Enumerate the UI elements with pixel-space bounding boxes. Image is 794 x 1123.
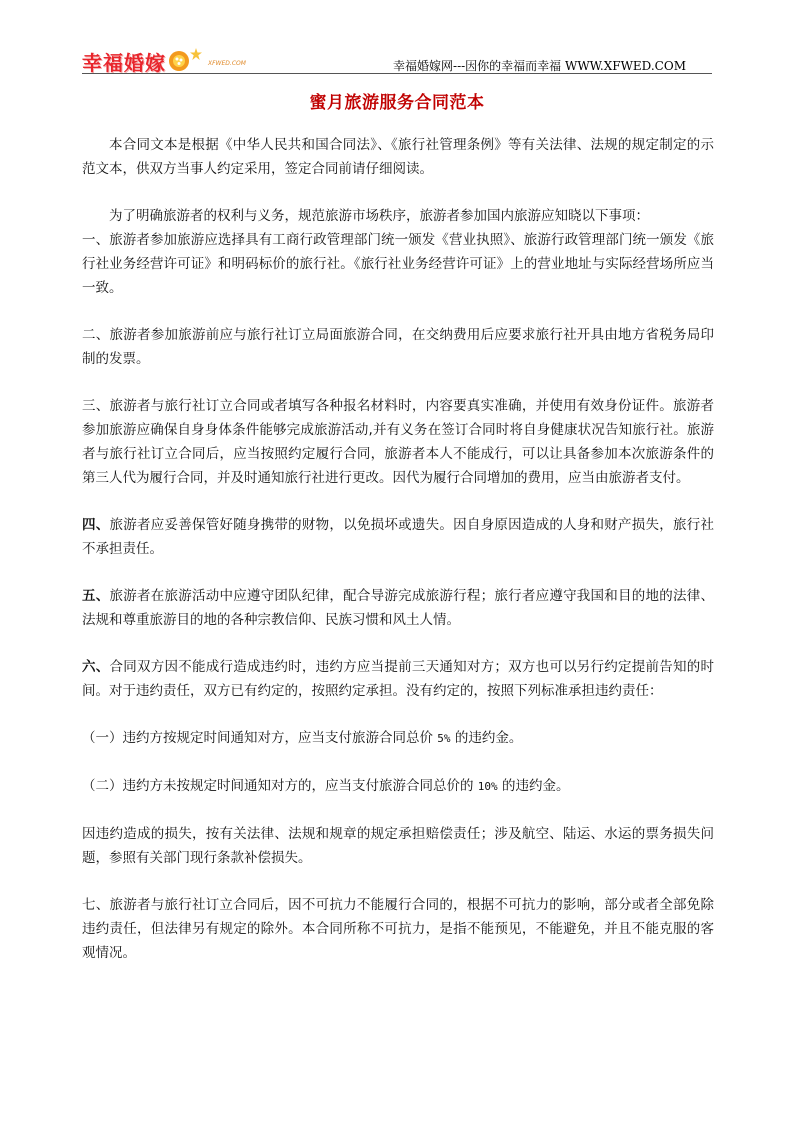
page-header — [82, 40, 712, 74]
loss-paragraph: 因违约造成的损失，按有关法律、法规和规章的规定承担赔偿责任；涉及航空、陆运、水运的票务损失问题，参照有关部门现行条款补偿损失。 — [82, 826, 714, 866]
item-1 — [82, 228, 714, 300]
item-number: 五、 — [82, 588, 110, 604]
logo-subtext: XFWED.COM — [208, 60, 246, 67]
document-body — [82, 133, 714, 965]
item-text: 旅游者在旅游活动中应遵守团队纪律，配合导游完成旅游行程；旅行者应遵守我国和目的地的法律、法规和尊重旅游目的地的各种宗教信仰、民族习惯和风土人情。 — [82, 588, 715, 628]
item-number: 一、 — [82, 232, 110, 248]
header-divider — [82, 73, 712, 74]
lead-paragraph: 为了明确旅游者的权利与义务，规范旅游市场秩序，旅游者参加国内旅游应知晓以下事项： — [109, 208, 649, 224]
item-text: 旅游者参加旅游前应与旅行社订立局面旅游合同，在交纳费用后应要求旅行社开具由地方省税务局印制的发票。 — [82, 327, 715, 367]
item-number: 三、 — [82, 398, 110, 414]
item-3 — [82, 394, 714, 490]
item-6 — [82, 655, 714, 703]
item-number: 六、 — [82, 659, 110, 675]
item-text: 旅游者应妥善保管好随身携带的财物，以免损坏或遗失。因自身原因造成的人身和财产损失，旅行社不承担责任。 — [82, 517, 715, 557]
item-4 — [82, 513, 714, 561]
item-text: 旅游者参加旅游应选择具有工商行政管理部门统一颁发《营业执照》、旅游行政管理部门统一颁发《旅行社业务经营许可证》和明码标价的旅行社。《旅行社业务经营许可证》上的营业地址与实际经营场所应当一致。 — [82, 232, 715, 296]
item-2 — [82, 323, 714, 371]
item-number: 四、 — [82, 517, 110, 533]
item-5 — [82, 584, 714, 632]
site-tagline: 幸福婚嫁网---因你的幸福而幸福 WWW.XFWED.COM — [393, 59, 686, 73]
item-7: 七、旅游者与旅行社订立合同后，因不可抗力不能履行合同的，根据不可抗力的影响，部分或者全部免除违约责任，但法律另有规定的除外。本合同所称不可抗力，是指不能预见，不能避免，并且不能克服的客观情况。 — [82, 897, 714, 961]
flower-icon — [168, 50, 190, 72]
star-icon — [190, 48, 202, 60]
sub-clause-2: （二）违约方未按规定时间通知对方的，应当支付旅游合同总价的 10% 的违约金。 — [82, 778, 570, 794]
intro-paragraph: 本合同文本是根据《中华人民共和国合同法》、《旅行社管理条例》等有关法律、法规的规定制定的示范文本，供双方当事人约定采用，签定合同前请仔细阅读。 — [82, 137, 714, 177]
item-number: 二、 — [82, 327, 110, 343]
item-text: 合同双方因不能成行造成违约时，违约方应当提前三天通知对方；双方也可以另行约定提前告知的时间。对于违约责任，双方已有约定的，按照约定承担。没有约定的，按照下列标准承担违约责任： — [82, 659, 715, 699]
penalty-percent: 10% — [477, 780, 498, 793]
logo-text: 幸福婚嫁 — [82, 51, 166, 75]
page-title: 蜜月旅游服务合同范本 — [309, 93, 485, 113]
site-logo[interactable] — [82, 44, 202, 74]
sub-clause-1: （一）违约方按规定时间通知对方，应当支付旅游合同总价 5% 的违约金。 — [82, 730, 523, 746]
penalty-percent: 5% — [437, 732, 451, 745]
item-text: 旅游者与旅行社订立合同或者填写各种报名材料时，内容要真实准确，并使用有效身份证件。旅游者参加旅游应确保自身身体条件能够完成旅游活动,并有义务在签订合同时将自身健康状况告知旅行社。旅游者与旅行社订立合同后，应当按照约定履行合同，旅游者本人不能成行，可以让具备参加本次旅游条件的第三人代为履行合同，并及时通知旅行社进行更改。因代为履行合同增加的费用，应当由旅游者支付。 — [82, 398, 715, 486]
